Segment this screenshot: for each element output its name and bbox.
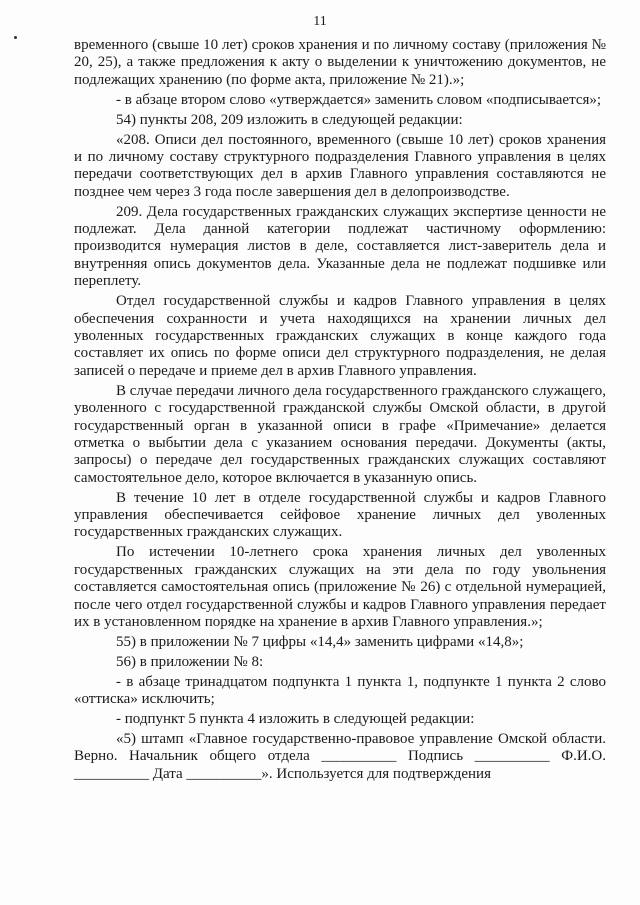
paragraph: В случае передачи личного дела государственного гражданского служащего, уволенного с государственной гражданской службы Омской области, в другой государственный орган в указанной описи в графе «Примечание» делается отметка о выбытии дела с указанием основания передачи. Документы (акты, запросы) о передаче дел государственных гражданских служащих составляют самостоятельное дело, которое включается в указанную опись. bbox=[74, 382, 606, 486]
document-body bbox=[74, 37, 606, 786]
paragraph: 55) в приложении № 7 цифры «14,4» заменить цифрами «14,8»; bbox=[116, 633, 524, 650]
paragraph: - в абзаце тринадцатом подпункта 1 пункта 1, подпункте 1 пункта 2 слово «оттиска» исключить; bbox=[74, 673, 606, 708]
paragraph: - подпункт 5 пункта 4 изложить в следующей редакции: bbox=[116, 711, 475, 728]
paragraph: Отдел государственной службы и кадров Главного управления в целях обеспечения сохранности и учета находящихся на хранении личных дел уволенных государственных гражданских служащих в конце каждого года составляет их опись по форме описи дел структурного подразделения, не делая записей о передаче и приеме дел в архив Главного управления. bbox=[74, 293, 606, 379]
paragraph: «208. Описи дел постоянного, временного (свыше 10 лет) сроков хранения и по личному составу структурного подразделения Главного управления в целях передачи соответствующих дел в архив Главного управления составляются не позднее чем через 3 года после завершения дел в делопроизводстве. bbox=[74, 131, 606, 200]
paragraph: 209. Дела государственных гражданских служащих экспертизе ценности не подлежат. Дела данной категории подлежат частичному оформлению: производится нумерация листов в деле, составляется лист-заверитель дела и внутренняя опись документов дела. Указанные дела не подлежат подшивке или переплету. bbox=[74, 203, 606, 290]
paragraph: 56) в приложении № 8: bbox=[116, 653, 264, 670]
paragraph: - в абзаце втором слово «утверждается» заменить словом «подписывается»; bbox=[116, 91, 602, 108]
paragraph: временного (свыше 10 лет) сроков хранения и по личному составу (приложения № 20, 25), а также предложения к акту о выделении к уничтожению документов, не подлежащих хранению (по форме акта, приложение № 21).»; bbox=[74, 37, 606, 88]
paragraph: «5) штамп «Главное государственно-правовое управление Омской области. Верно. Начальник общего отдела __________ Подпись __________ Ф.И.О. __________ Дата __________». Используется для подтверждения bbox=[74, 730, 606, 782]
page-number: 11 bbox=[313, 14, 327, 29]
paragraph: По истечении 10-летнего срока хранения личных дел уволенных государственных гражданских служащих на эти дела по году увольнения составляется самостоятельная опись (приложение № 26) с отдельной нумерацией, после чего отдел государственной службы и кадров Главного управления передает их в установленном порядке на хранение в архив Главного управления.»; bbox=[74, 544, 606, 630]
paragraph: В течение 10 лет в отделе государственной службы и кадров Главного управления обеспечивается сейфовое хранение личных дел уволенных государственных гражданских служащих. bbox=[74, 489, 606, 541]
paragraph: 54) пункты 208, 209 изложить в следующей редакции: bbox=[116, 111, 463, 128]
scan-speck bbox=[14, 36, 17, 39]
